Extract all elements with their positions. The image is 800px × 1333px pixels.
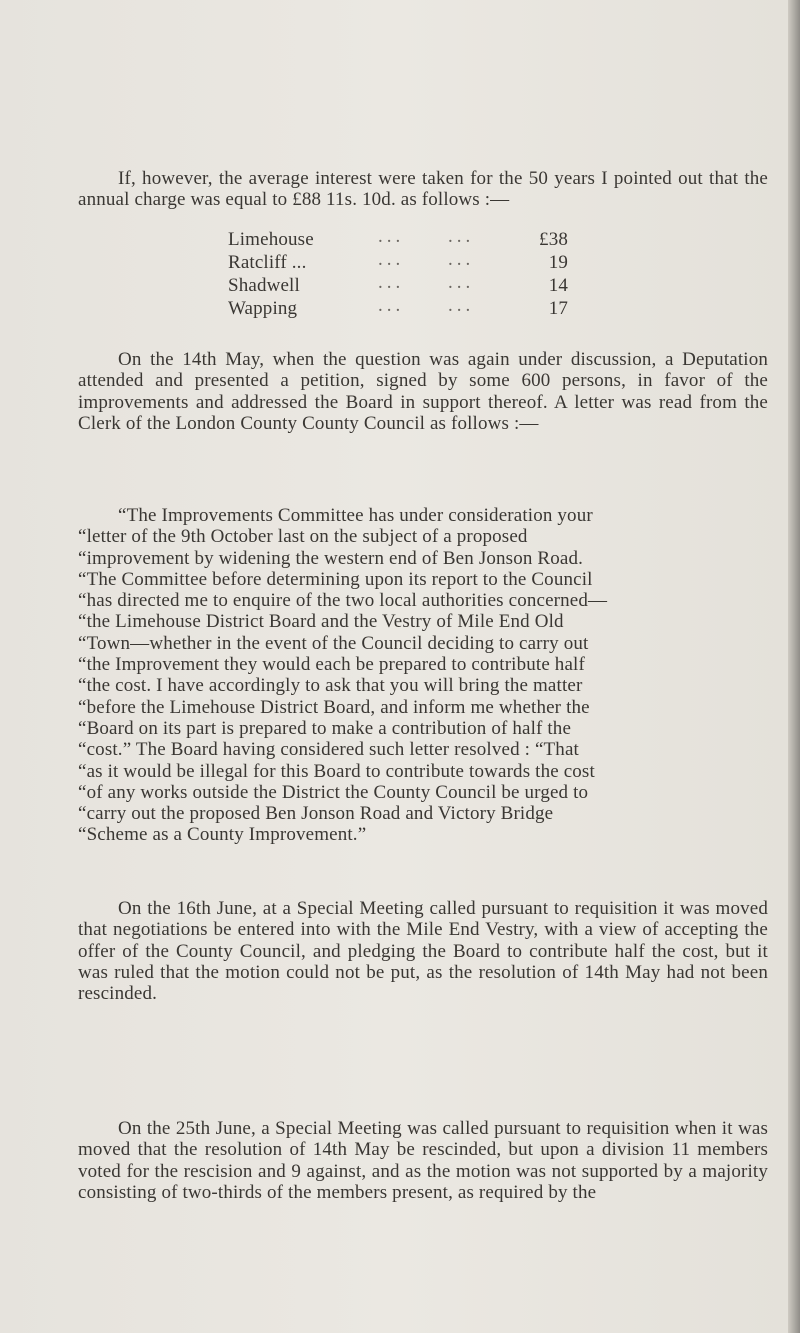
leader-dots: ...: [378, 249, 405, 270]
quote-line: “The Committee before determining upon its report to the Council: [78, 568, 593, 590]
quote-line: “before the Limehouse District Board, and inform me whether the: [78, 696, 590, 718]
charges-place: Shadwell: [228, 275, 300, 296]
leader-dots: ...: [378, 226, 405, 247]
leader-dots: ...: [448, 249, 475, 270]
paragraph-special-meeting-june-16: On the 16th June, at a Special Meeting called pursuant to requisition it was moved that negotiations be entered into with the Mile End Vestry, with a view of accepting the offer of the County Council, and pledging the Board to contribute half the cost, but it was ruled that the motion could not be put, as the resolution of 14th May had not been rescinded.: [78, 898, 768, 1005]
quote-line: “improvement by widening the western end of Ben Jonson Road.: [78, 547, 584, 569]
charges-row: [228, 249, 648, 275]
charges-amount: 19: [548, 252, 568, 273]
charges-place: Ratcliff ...: [228, 252, 307, 273]
charges-amount: 17: [548, 298, 568, 319]
charges-place: Limehouse: [228, 229, 314, 250]
leader-dots: ...: [378, 272, 405, 293]
charges-row: [228, 226, 648, 252]
charges-table: [228, 226, 648, 321]
quote-line: “the Improvement they would each be prepared to contribute half: [78, 654, 585, 676]
quote-line: “as it would be illegal for this Board to contribute towards the cost: [78, 760, 595, 782]
quote-line: “cost.” The Board having considered such letter resolved : “That: [78, 739, 579, 761]
quote-line: “has directed me to enquire of the two local authorities concerned—: [78, 590, 608, 612]
paragraph-average-interest: If, however, the average interest were taken for the 50 years I pointed out that the annual charge was equal to £88 11s. 10d. as follows :—: [78, 168, 768, 211]
quote-line: “the Limehouse District Board and the Vestry of Mile End Old: [78, 611, 564, 633]
charges-amount: £38: [539, 229, 568, 250]
quote-line: “Scheme as a County Improvement.”: [78, 824, 367, 846]
charges-place: Wapping: [228, 298, 298, 319]
quote-line: “the cost. I have accordingly to ask that you will bring the matter: [78, 675, 583, 697]
quote-line: “carry out the proposed Ben Jonson Road and Victory Bridge: [78, 803, 554, 825]
paragraph-special-meeting-june-25: On the 25th June, a Special Meeting was called pursuant to requisition when it was moved that the resolution of 14th May be rescinded, but upon a division 11 members voted for the rescision and 9 against, and as the motion was not supported by a majority consisting of two-thirds of the members present, as required by the: [78, 1118, 768, 1203]
leader-dots: ...: [378, 295, 405, 316]
leader-dots: ...: [448, 226, 475, 247]
leader-dots: ...: [448, 295, 475, 316]
charges-row: [228, 272, 648, 298]
leader-dots: ...: [448, 272, 475, 293]
page-edge-shadow: [788, 0, 800, 1333]
charges-amount: 14: [548, 275, 568, 296]
paragraph-deputation: On the 14th May, when the question was again under discussion, a Deputation attended and presented a petition, signed by some 600 persons, in favor of the improvements and addressed the Board in support thereof. A letter was read from the Clerk of the London County County Council as follows :—: [78, 349, 768, 434]
quote-line: “of any works outside the District the County Council be urged to: [78, 781, 589, 803]
charges-row: [228, 295, 648, 321]
quote-line: “Town—whether in the event of the Council deciding to carry out: [78, 632, 589, 654]
quote-line: “letter of the 9th October last on the subject of a proposed: [78, 526, 528, 548]
quoted-letter: [78, 505, 768, 846]
quote-line: “The Improvements Committee has under consideration your: [118, 505, 593, 526]
quote-line: “Board on its part is prepared to make a contribution of half the: [78, 717, 572, 739]
